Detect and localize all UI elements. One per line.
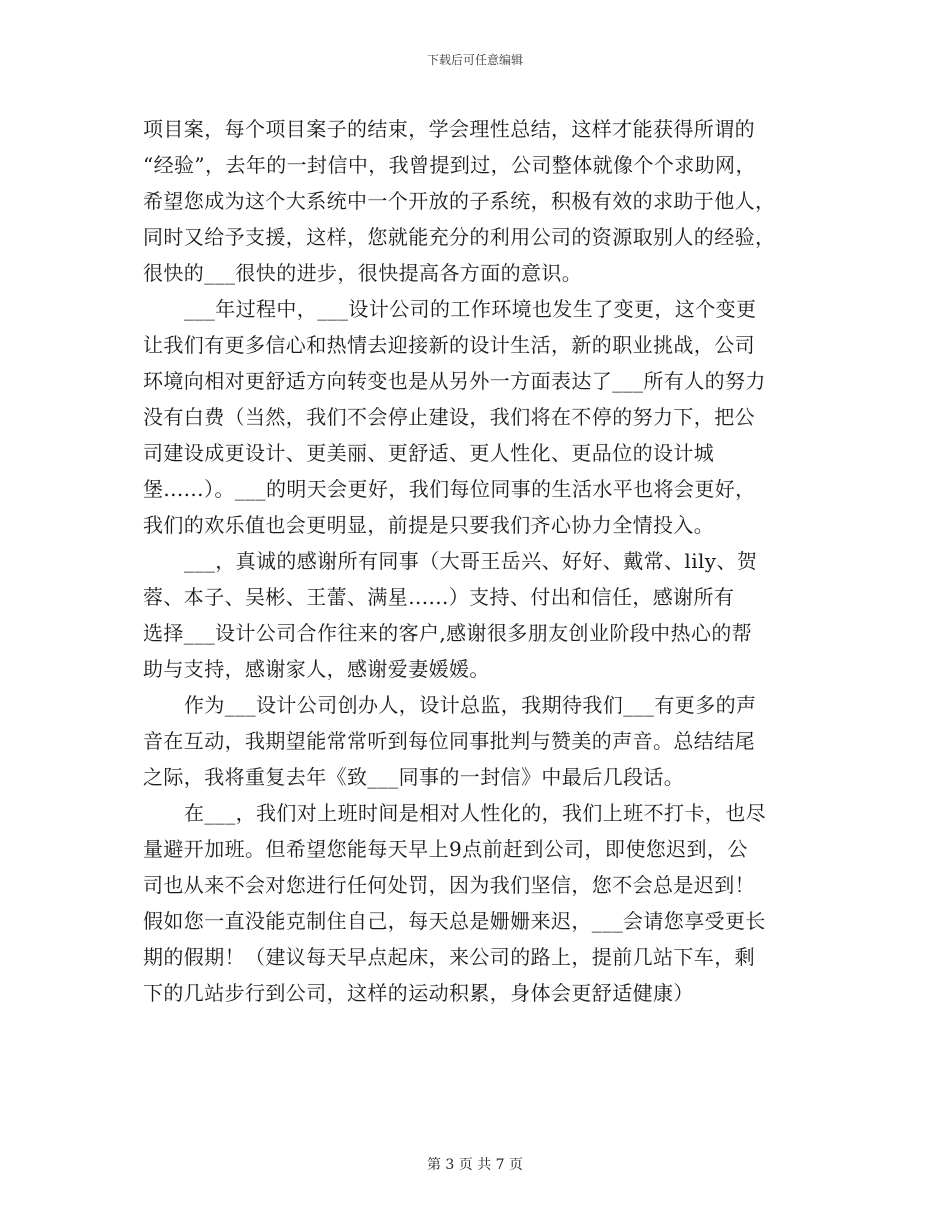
body-line: 让我们有更多信心和热情去迎接新的设计生活，新的职业挑战，公司 <box>143 333 755 357</box>
body-line: 期的假期！（建议每天早点起床，来公司的路上，提前几站下车，剩 <box>143 945 755 969</box>
page-header <box>0 52 950 68</box>
page-footer <box>0 1156 950 1174</box>
body-line: 助与支持，感谢家人，感谢爱妻媛媛。 <box>143 657 490 681</box>
paragraph-first-line: ___年过程中，___设计公司的工作环境也发生了变更，这个变更 <box>184 297 757 321</box>
body-line: 量避开加班。但希望您能每天早上9点前赶到公司，即使您迟到，公 <box>143 837 748 861</box>
body-line: 环境向相对更舒适方向转变也是从另外一方面表达了___所有人的努力 <box>143 369 766 393</box>
page-number: 第 3 页 共 7 页 <box>426 1157 524 1173</box>
paragraph-first-line: 在___，我们对上班时间是相对人性化的，我们上班不打卡，也尽 <box>184 801 766 825</box>
body-line: 音在互动，我期望能常常听到每位同事批判与赞美的声音。总结结尾 <box>143 729 755 753</box>
body-line: 蓉、本子、吴彬、王蕾、满星......）支持、付出和信任，感谢所有 <box>143 585 735 609</box>
body-line: “经验”，去年的一封信中，我曾提到过，公司整体就像个个求助网， <box>143 153 756 177</box>
body-line: 下的几站步行到公司，这样的运动积累，身体会更舒适健康） <box>143 981 694 1005</box>
body-line: 司也从来不会对您进行任何处罚，因为我们坚信，您不会总是迟到！ <box>143 873 755 897</box>
body-line: 希望您成为这个大系统中一个开放的子系统，积极有效的求助于他人， <box>143 189 776 213</box>
body-line: 之际，我将重复去年《致___同事的一封信》中最后几段话。 <box>143 765 685 789</box>
document-body <box>143 111 815 1011</box>
body-line: 司建设成更设计、更美丽、更舒适、更人性化、更品位的设计城 <box>143 441 715 465</box>
body-line: 项目案，每个项目案子的结束，学会理性总结，这样才能获得所谓的 <box>143 117 755 141</box>
paragraph-first-line: ___，真诚的感谢所有同事（大哥王岳兴、好好、戴常、lily、贺 <box>184 549 758 573</box>
paragraph-first-line: 作为___设计公司创办人，设计总监，我期待我们___有更多的声 <box>184 693 757 717</box>
header-text: 下载后可任意编辑 <box>426 53 523 67</box>
body-line: 我们的欢乐值也会更明显，前提是只要我们齐心协力全情投入。 <box>143 513 715 537</box>
body-line: 堡......）。___的明天会更好，我们每位同事的生活水平也将会更好， <box>143 477 756 501</box>
body-line: 选择___设计公司合作往来的客户,感谢很多朋友创业阶段中热心的帮 <box>143 621 753 645</box>
body-line: 同时又给予支援，这样，您就能充分的利用公司的资源取别人的经验， <box>143 225 776 249</box>
body-line: 很快的___很快的进步，很快提高各方面的意识。 <box>143 261 583 285</box>
body-line: 没有白费（当然，我们不会停止建设，我们将在不停的努力下，把公 <box>143 405 755 429</box>
body-line: 假如您一直没能克制住自己，每天总是姗姗来迟，___会请您享受更长 <box>143 909 766 933</box>
